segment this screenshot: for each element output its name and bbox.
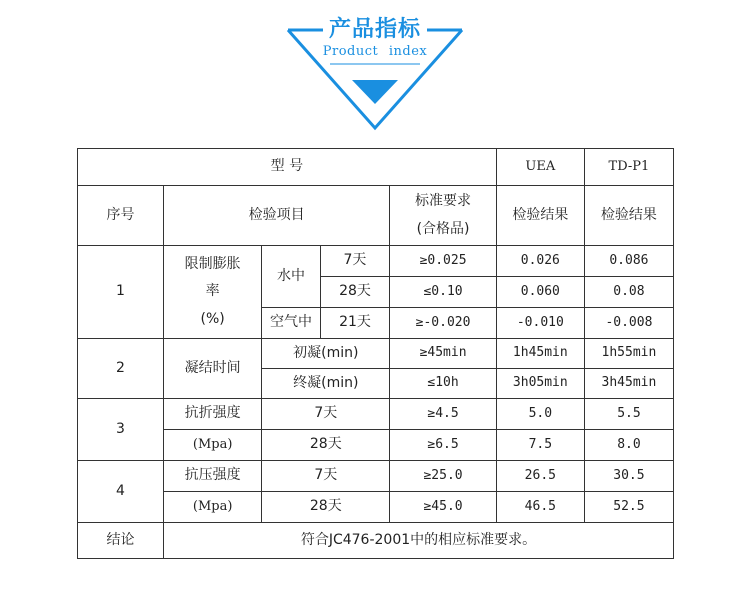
col-result-tdp1-header: 检验结果: [584, 186, 673, 246]
model-tdp1-cell: TD-P1: [584, 149, 673, 186]
g4-r2-tdp1: 52.5: [584, 492, 673, 523]
g4-r1-std: ≥25.0: [390, 461, 497, 492]
g1-r1-tdp1: 0.086: [584, 246, 673, 277]
col-std-header: [390, 186, 497, 246]
g1-r2-uea: 0.060: [496, 277, 584, 308]
g4-r1-uea: 26.5: [496, 461, 584, 492]
g1-name-line1: 限制膨胀: [184, 255, 241, 272]
col-result-uea-header: 检验结果: [496, 186, 584, 246]
g2-r2-tdp1: 3h45min: [584, 369, 673, 399]
product-spec-table: [77, 148, 674, 559]
g3-r1-uea: 5.0: [496, 399, 584, 430]
col-std-line2: (合格品): [416, 220, 470, 237]
g1-name-line2: 率: [205, 283, 220, 300]
g3-name-line1: 抗折强度: [164, 399, 262, 430]
g2-name: 凝结时间: [164, 339, 262, 399]
g4-r2-days: 28天: [262, 492, 390, 523]
g3-r2-std: ≥6.5: [390, 430, 497, 461]
g3-r2-tdp1: 8.0: [584, 430, 673, 461]
g2-r1-std: ≥45min: [390, 339, 497, 369]
g1-seq: 1: [78, 246, 164, 339]
g1-r3-uea: -0.010: [496, 308, 584, 339]
g4-r2-uea: 46.5: [496, 492, 584, 523]
g1-water: 水中: [262, 246, 320, 308]
g1-r2-std: ≤0.10: [390, 277, 497, 308]
g2-seq: 2: [78, 339, 164, 399]
g3-r1-days: 7天: [262, 399, 390, 430]
g1-r1-uea: 0.026: [496, 246, 584, 277]
table-row: [78, 523, 674, 559]
page-header: [0, 0, 750, 140]
g2-r1-tdp1: 1h55min: [584, 339, 673, 369]
g2-r1-label: 初凝(min): [262, 339, 390, 369]
g1-r2-tdp1: 0.08: [584, 277, 673, 308]
g1-r3-std: ≥-0.020: [390, 308, 497, 339]
g3-r2-days: 28天: [262, 430, 390, 461]
g3-name-line2: (Mpa): [164, 430, 262, 461]
table-row: [78, 149, 674, 186]
g1-r2-days: 28天: [320, 277, 390, 308]
g3-r1-tdp1: 5.5: [584, 399, 673, 430]
conclusion-label: 结论: [78, 523, 164, 559]
table-row: [78, 430, 674, 461]
g1-air: 空气中: [262, 308, 320, 339]
col-std-line1: 标准要求: [415, 193, 472, 209]
g1-r3-days: 21天: [320, 308, 390, 339]
g4-name-line2: (Mpa): [164, 492, 262, 523]
table-row: [78, 186, 674, 246]
g2-r2-uea: 3h05min: [496, 369, 584, 399]
g2-r1-uea: 1h45min: [496, 339, 584, 369]
g4-r2-std: ≥45.0: [390, 492, 497, 523]
table-row: [78, 492, 674, 523]
table-row: [78, 246, 674, 277]
model-uea-cell: UEA: [496, 149, 584, 186]
table-row: [78, 461, 674, 492]
g2-r2-std: ≤10h: [390, 369, 497, 399]
conclusion-text: 符合JC476-2001中的相应标准要求。: [164, 523, 674, 559]
col-seq-header: 序号: [78, 186, 164, 246]
g3-r1-std: ≥4.5: [390, 399, 497, 430]
col-item-header: 检验项目: [164, 186, 390, 246]
g1-name: [164, 246, 262, 339]
g4-r1-days: 7天: [262, 461, 390, 492]
g1-r1-days: 7天: [320, 246, 390, 277]
model-label-cell: 型 号: [78, 149, 497, 186]
g1-r1-std: ≥0.025: [390, 246, 497, 277]
g4-r1-tdp1: 30.5: [584, 461, 673, 492]
page-subtitle: Product index: [322, 44, 428, 59]
table-row: [78, 399, 674, 430]
g3-r2-uea: 7.5: [496, 430, 584, 461]
g2-r2-label: 终凝(min): [262, 369, 390, 399]
g4-name-line1: 抗压强度: [164, 461, 262, 492]
g4-seq: 4: [78, 461, 164, 523]
table-row: [78, 339, 674, 369]
g1-name-line3: (%): [200, 310, 225, 327]
g1-r3-tdp1: -0.008: [584, 308, 673, 339]
g3-seq: 3: [78, 399, 164, 461]
page-title: 产品指标: [328, 17, 421, 42]
